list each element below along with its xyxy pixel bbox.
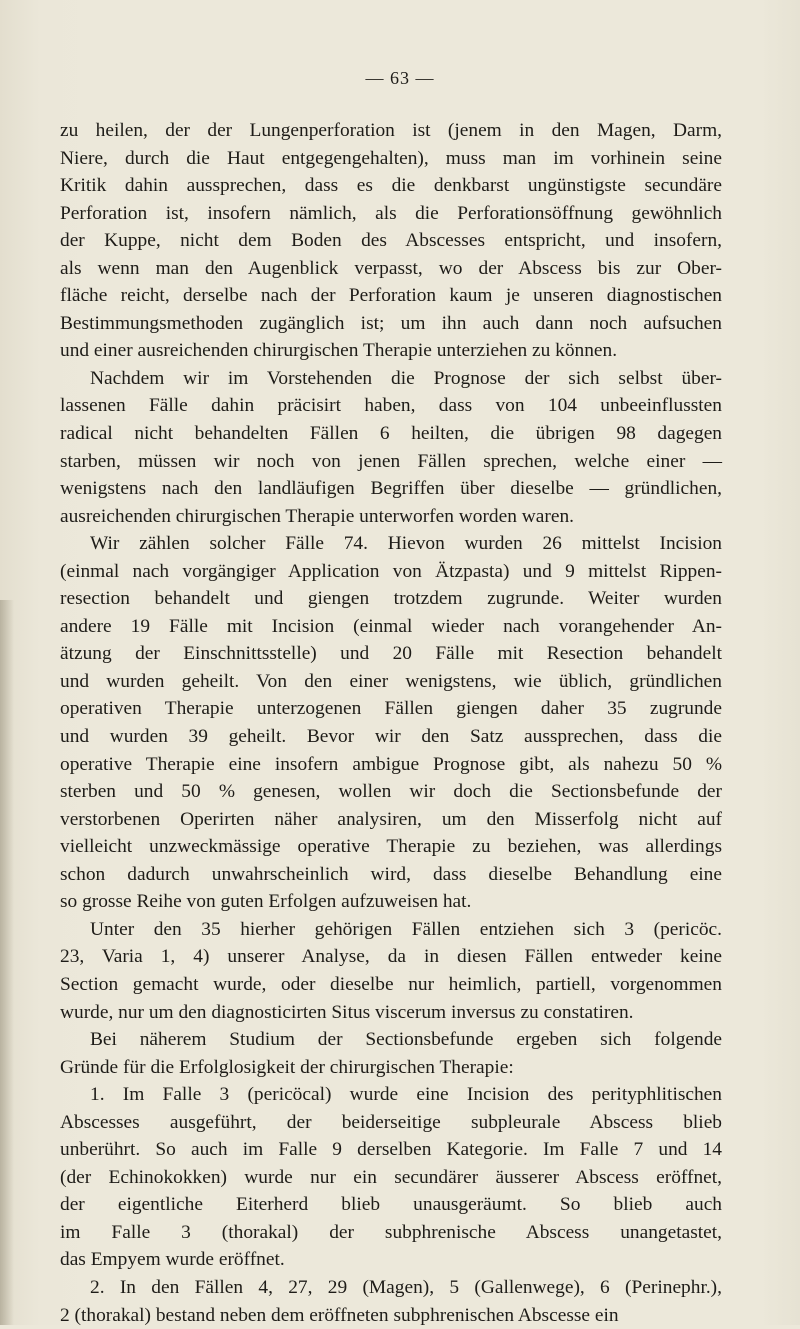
text-line: verstorbenen Operirten näher analysiren, um den Misserfolg nicht auf	[60, 808, 722, 830]
text-line: Perforation ist, insofern nämlich, als die Perforationsöffnung gewöhnlich	[60, 202, 722, 224]
text-line: andere 19 Fälle mit Incision (einmal wieder nach vorangehender An-	[60, 615, 722, 637]
body-text	[60, 117, 722, 1329]
text-line: wenigstens nach den landläufigen Begriffen über dieselbe — gründlichen,	[60, 478, 722, 500]
text-line: fläche reicht, derselbe nach der Perforation kaum je unseren diagnostischen	[60, 285, 722, 307]
text-line: vielleicht unzweckmässige operative Therapie zu beziehen, was allerdings	[60, 836, 722, 858]
text-line: Bei näherem Studium der Sectionsbefunde ergeben sich folgende	[90, 1029, 722, 1051]
text-line: 1. Im Falle 3 (pericöcal) wurde eine Incision des perityphlitischen	[90, 1084, 722, 1106]
text-line: schon dadurch unwahrscheinlich wird, dass dieselbe Behandlung eine	[60, 863, 722, 885]
text-line: Abscesses ausgeführt, der beiderseitige subpleurale Abscess blieb	[60, 1111, 722, 1133]
page-number: — 63 —	[365, 68, 435, 88]
text-line: Unter den 35 hierher gehörigen Fällen entziehen sich 3 (pericöc.	[90, 918, 722, 940]
text-line: lassenen Fälle dahin präcisirt haben, dass von 104 unbeeinflussten	[60, 395, 722, 417]
text-line: unberührt. So auch im Falle 9 derselben Kategorie. Im Falle 7 und 14	[60, 1139, 722, 1161]
text-line: so grosse Reihe von guten Erfolgen aufzuweisen hat.	[60, 891, 472, 913]
text-line: ätzung der Einschnittsstelle) und 20 Fälle mit Resection behandelt	[60, 643, 722, 665]
text-line: (der Echinokokken) wurde nur ein secundärer äusserer Abscess eröffnet,	[60, 1166, 722, 1188]
text-line: 23, Varia 1, 4) unserer Analyse, da in diesen Fällen entweder keine	[60, 946, 722, 968]
text-line: Niere, durch die Haut entgegengehalten), muss man im vorhinein seine	[60, 147, 722, 169]
text-line: das Empyem wurde eröffnet.	[60, 1249, 285, 1271]
text-line: als wenn man den Augenblick verpasst, wo der Abscess bis zur Ober-	[60, 257, 722, 279]
text-line: wurde, nur um den diagnosticirten Situs viscerum inversus zu constatiren.	[60, 1001, 634, 1023]
text-line: Wir zählen solcher Fälle 74. Hievon wurden 26 mittelst Incision	[90, 533, 722, 555]
text-line: 2 (thorakal) bestand neben dem eröffneten subphrenischen Abscesse ein	[60, 1304, 619, 1326]
text-line: zu heilen, der der Lungenperforation ist (jenem in den Magen, Darm,	[60, 120, 722, 141]
text-line: starben, müssen wir noch von jenen Fällen sprechen, welche einer —	[60, 450, 722, 472]
text-line: der eigentliche Eiterherd blieb unausgeräumt. So blieb auch	[60, 1194, 722, 1216]
text-line: im Falle 3 (thorakal) der subphrenische Abscess unangetastet,	[60, 1221, 722, 1243]
text-line: Bestimmungsmethoden zugänglich ist; um ihn auch dann noch aufsuchen	[60, 312, 722, 334]
text-line: sterben und 50 % genesen, wollen wir doch die Sectionsbefunde der	[60, 781, 722, 803]
text-line: Nachdem wir im Vorstehenden die Prognose der sich selbst über-	[90, 367, 722, 389]
text-line: Kritik dahin aussprechen, dass es die denkbarst ungünstigste secundäre	[60, 175, 722, 197]
text-line: operative Therapie eine insofern ambigue Prognose gibt, als nahezu 50 %	[60, 753, 722, 775]
text-line: (einmal nach vorgängiger Application von Ätzpasta) und 9 mittelst Rippen-	[60, 560, 722, 582]
text-line: Section gemacht wurde, oder dieselbe nur heimlich, partiell, vorgenommen	[60, 973, 722, 995]
page-edge-shadow	[0, 600, 14, 1325]
text-line: Gründe für die Erfolglosigkeit der chirurgischen Therapie:	[60, 1056, 514, 1078]
text-line: radical nicht behandelten Fällen 6 heilten, die übrigen 98 dagegen	[60, 423, 722, 445]
text-line: und einer ausreichenden chirurgischen Therapie unterziehen zu können.	[60, 340, 618, 362]
text-line: und wurden geheilt. Von den einer wenigstens, wie üblich, gründlichen	[60, 670, 722, 692]
text-line: der Kuppe, nicht dem Boden des Abscesses entspricht, und insofern,	[60, 230, 722, 252]
text-line: operativen Therapie unterzogenen Fällen giengen daher 35 zugrunde	[60, 698, 722, 720]
text-line: 2. In den Fällen 4, 27, 29 (Magen), 5 (Gallenwege), 6 (Perinephr.),	[90, 1276, 722, 1298]
text-line: und wurden 39 geheilt. Bevor wir den Satz aussprechen, dass die	[60, 726, 722, 748]
text-line: ausreichenden chirurgischen Therapie unterworfen worden waren.	[60, 505, 574, 527]
text-line: resection behandelt und giengen trotzdem zugrunde. Weiter wurden	[60, 588, 722, 610]
